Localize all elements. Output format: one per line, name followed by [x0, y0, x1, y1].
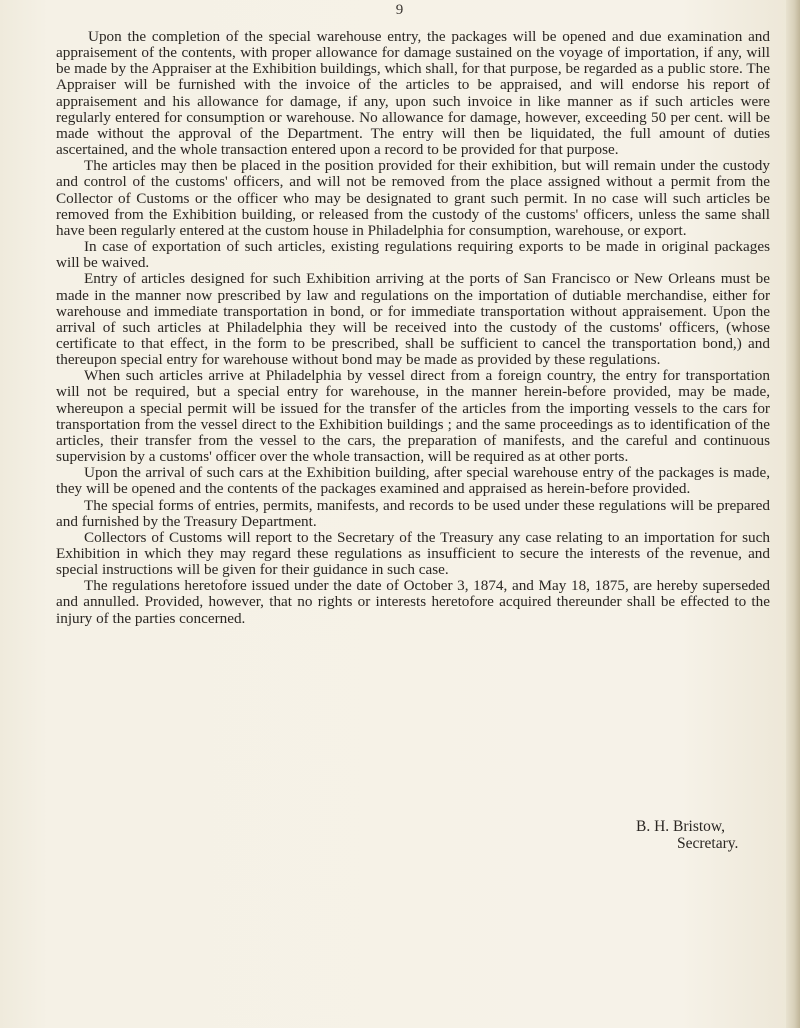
signature-title: Secretary.	[677, 835, 739, 852]
paragraph-direct-vessel-arrival: When such articles arrive at Philadelphia by vessel direct from a foreign country, the entry for transportation will not be required, but a special entry for warehouse, in the manner herein-before provided, may be made, whereupon a special permit will be issued for the transfer of the articles from the importing vessels to the cars for transportation from the vessel direct to the Exhibition buildings ; and the same proceedings as to identification of the articles, their transfer from the vessel to the cars, the preparation of manifests, and the careful and continuous supervision by a customs' officer over the whole transaction, will be required as at other ports.	[56, 367, 770, 466]
body-text	[56, 29, 770, 627]
signature-block	[636, 818, 738, 852]
paragraph-exportation: In case of exportation of such articles, existing regulations requiring exports to be made in original packages will be waived.	[56, 238, 770, 272]
paragraph-articles-exhibition-position: The articles may then be placed in the position provided for their exhibition, but will remain under the custody and control of the customs' officers, and will not be removed from the place assigned without a permit from the Collector of Customs or the officer who may be designated to grant such permit. In no case will such articles be removed from the Exhibition building, or released from the custody of the customs' officers, unless the same shall have been regularly entered at the custom house in Philadelphia for consumption, warehouse, or export.	[56, 157, 770, 239]
page-edge	[786, 0, 800, 1028]
paragraph-collectors-report: Collectors of Customs will report to the Secretary of the Treasury any case relating to an importation for such Exhibition in which they may regard these regulations as insufficient to secure the interests of the revenue, and special instructions will be given for their guidance in such case.	[56, 528, 770, 579]
paragraph-cars-arrival: Upon the arrival of such cars at the Exhibition building, after special warehouse entry of the packages is made, they will be opened and the contents of the packages examined and appraised as herein-before provided.	[56, 464, 770, 498]
paragraph-special-warehouse-entry: Upon the completion of the special warehouse entry, the packages will be opened and due examination and appraisement of the contents, with proper allowance for damage sustained on the voyage of importation, if any, will be made by the Appraiser at the Exhibition buildings, which shall, for that purpose, be regarded as a public store. The Appraiser will be furnished with the invoice of the articles to be appraised, and will endorse his report of appraisement and his allowance for damage, if any, upon such invoice in like manner as if such articles were regularly entered for consumption or warehouse. No allowance for damage, however, exceeding 50 per cent. will be made without the approval of the Department. The entry will then be liquidated, the full amount of duties ascertained, and the whole transaction entered upon a record to be provided for that purpose.	[56, 28, 770, 159]
signature-name: B. H. Bristow,	[636, 818, 725, 835]
paragraph-san-francisco-new-orleans: Entry of articles designed for such Exhibition arriving at the ports of San Francisco or New Orleans must be made in the manner now prescribed by law and regulations on the importation of dutiable merchandise, either for warehouse and immediate transportation in bond, or for immediate transportation without appraisement. Upon the arrival of such articles at Philadelphia they will be received into the custody of the customs' officers, (whose certificate to that effect, in the form to be prescribed, shall be sufficient to cancel the transportation bond,) and thereupon special entry for warehouse without bond may be made as provided by these regulations.	[56, 270, 770, 369]
paragraph-superseded-regulations: The regulations heretofore issued under the date of October 3, 1874, and May 18, 1875, are hereby superseded and annulled. Provided, however, that no rights or interests heretofore acquired thereunder shall be effected to the injury of the parties concerned.	[56, 577, 770, 627]
paragraph-special-forms: The special forms of entries, permits, manifests, and records to be used under these regulations will be prepared and furnished by the Treasury Department.	[56, 496, 770, 530]
page-number: 9	[395, 2, 405, 18]
